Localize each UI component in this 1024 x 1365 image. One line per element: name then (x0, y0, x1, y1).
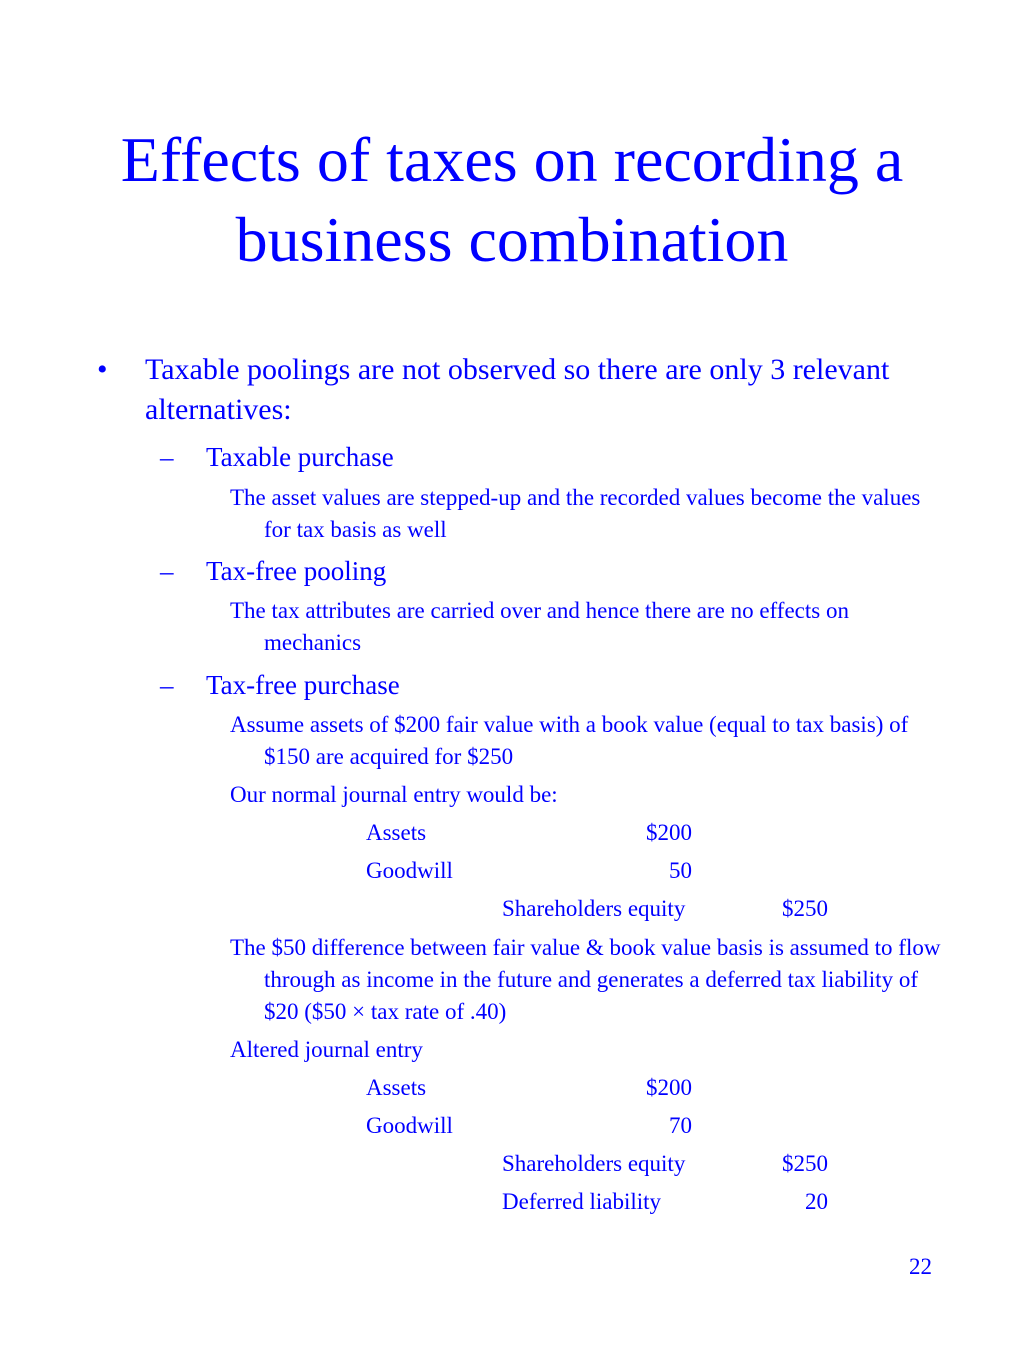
note-normal-entry: Our normal journal entry would be: (230, 782, 558, 807)
slide-title (0, 120, 1024, 280)
note-assumption: Assume assets of $200 fair value with a book value (equal to tax basis) of $150 are acquired for $250 (230, 712, 909, 769)
bullet-dot: • (97, 353, 108, 386)
journal-account: Assets (366, 820, 427, 845)
subitem-label: Tax-free purchase (206, 670, 400, 700)
journal-account: Shareholders equity (502, 1151, 686, 1176)
note-tax-free-pooling: The tax attributes are carried over and hence there are no effects on mechanics (230, 598, 849, 655)
journal-account: Shareholders equity (502, 896, 686, 921)
journal-amount: 70 (669, 1113, 692, 1138)
journal-amount: $250 (782, 896, 828, 921)
journal-amount: $250 (782, 1151, 828, 1176)
note-taxable-purchase: The asset values are stepped-up and the recorded values become the values for tax basis as well (230, 485, 921, 542)
journal-amount: $200 (646, 820, 692, 845)
journal-amount: $200 (646, 1075, 692, 1100)
subitem-label: Tax-free pooling (206, 556, 387, 586)
journal-amount: 50 (669, 858, 692, 883)
title-line-2: business combination (235, 204, 789, 275)
page-number: 22 (909, 1254, 932, 1279)
main-bullet-text: Taxable poolings are not observed so there are only 3 relevant alternatives: (145, 353, 890, 426)
note-altered-entry: Altered journal entry (230, 1037, 423, 1062)
dash-marker: – (160, 670, 174, 700)
title-line-1: Effects of taxes on recording a (120, 124, 904, 195)
journal-amount: 20 (805, 1189, 828, 1214)
dash-marker: – (160, 556, 174, 586)
journal-account: Goodwill (366, 1113, 453, 1138)
journal-account: Assets (366, 1075, 427, 1100)
note-difference: The $50 difference between fair value & book value basis is assumed to flow through as income in the future and generates a deferred tax liability of $20 ($50 × tax rate of .40) (230, 935, 941, 1024)
journal-account: Deferred liability (502, 1189, 662, 1214)
subitem-label: Taxable purchase (206, 442, 394, 472)
dash-marker: – (160, 442, 174, 472)
journal-account: Goodwill (366, 858, 453, 883)
